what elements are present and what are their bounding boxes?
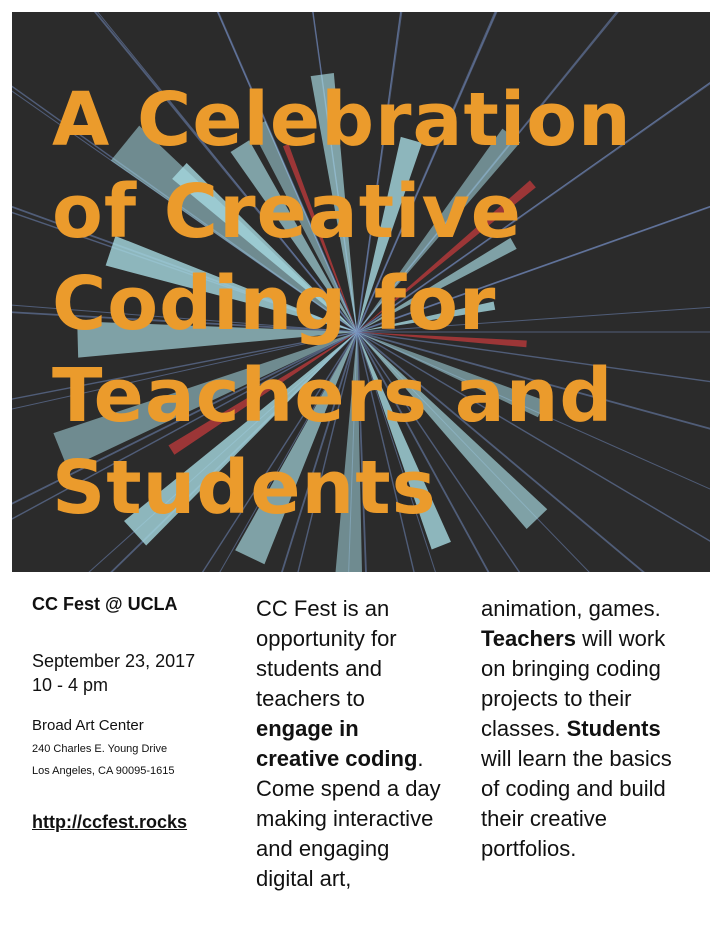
emphasis-text: Students — [566, 716, 661, 741]
body-text: teachers to — [256, 686, 365, 711]
body-text: digital art, — [256, 866, 352, 891]
description-line — [481, 744, 706, 774]
description-line — [256, 834, 468, 864]
description-line — [481, 804, 706, 834]
description-column-1 — [256, 594, 468, 894]
headline — [52, 74, 692, 534]
event-datetime — [32, 649, 242, 697]
body-text: and engaging — [256, 836, 390, 861]
body-text: opportunity for — [256, 626, 397, 651]
body-text: CC Fest is an — [256, 596, 390, 621]
emphasis-text: creative coding — [256, 746, 418, 771]
description-line — [481, 774, 706, 804]
description-line — [481, 714, 706, 744]
event-info-column — [32, 594, 242, 833]
headline-line: Teachers and — [52, 353, 614, 439]
description-line — [256, 684, 468, 714]
body-text: will learn the basics — [481, 746, 672, 771]
body-text: . — [417, 746, 424, 771]
description-line — [481, 654, 706, 684]
hero-banner — [12, 12, 710, 572]
emphasis-text: Teachers — [481, 626, 576, 651]
description-line — [256, 744, 468, 774]
body-text: of coding and build — [481, 776, 666, 801]
website-link[interactable]: http://ccfest.rocks — [32, 812, 188, 832]
description-line — [481, 684, 706, 714]
description-line — [256, 864, 468, 894]
description-line — [481, 594, 706, 624]
description-line — [256, 714, 468, 744]
description-line — [256, 594, 468, 624]
headline-line: A Celebration — [52, 77, 632, 163]
body-text: projects to their — [481, 686, 632, 711]
body-text: animation, games. — [481, 596, 661, 621]
body-text: Come spend a day — [256, 776, 441, 801]
headline-line: of Creative — [52, 169, 522, 255]
body-text: on bringing coding — [481, 656, 661, 681]
description-line — [256, 654, 468, 684]
description-line — [481, 834, 706, 864]
event-time: 10 - 4 pm — [32, 675, 109, 695]
headline-line: Coding for — [52, 261, 497, 347]
description-line — [256, 774, 468, 804]
description-line — [256, 624, 468, 654]
body-text: will work — [575, 626, 666, 651]
description-line — [481, 624, 706, 654]
body-text: classes. — [481, 716, 567, 741]
event-date: September 23, 2017 — [32, 651, 196, 671]
headline-line: Students — [52, 445, 437, 531]
venue-name: Broad Art Center — [32, 717, 144, 734]
description-line — [256, 804, 468, 834]
venue-street: 240 Charles E. Young Drive — [32, 743, 168, 755]
emphasis-text: engage in — [256, 716, 359, 741]
body-text: making interactive — [256, 806, 434, 831]
description-column-2 — [481, 594, 706, 864]
venue-city: Los Angeles, CA 90095-1615 — [32, 765, 175, 777]
body-text: portfolios. — [481, 836, 577, 861]
body-text: students and — [256, 656, 382, 681]
body-text: their creative — [481, 806, 607, 831]
event-name: CC Fest @ UCLA — [32, 594, 178, 614]
